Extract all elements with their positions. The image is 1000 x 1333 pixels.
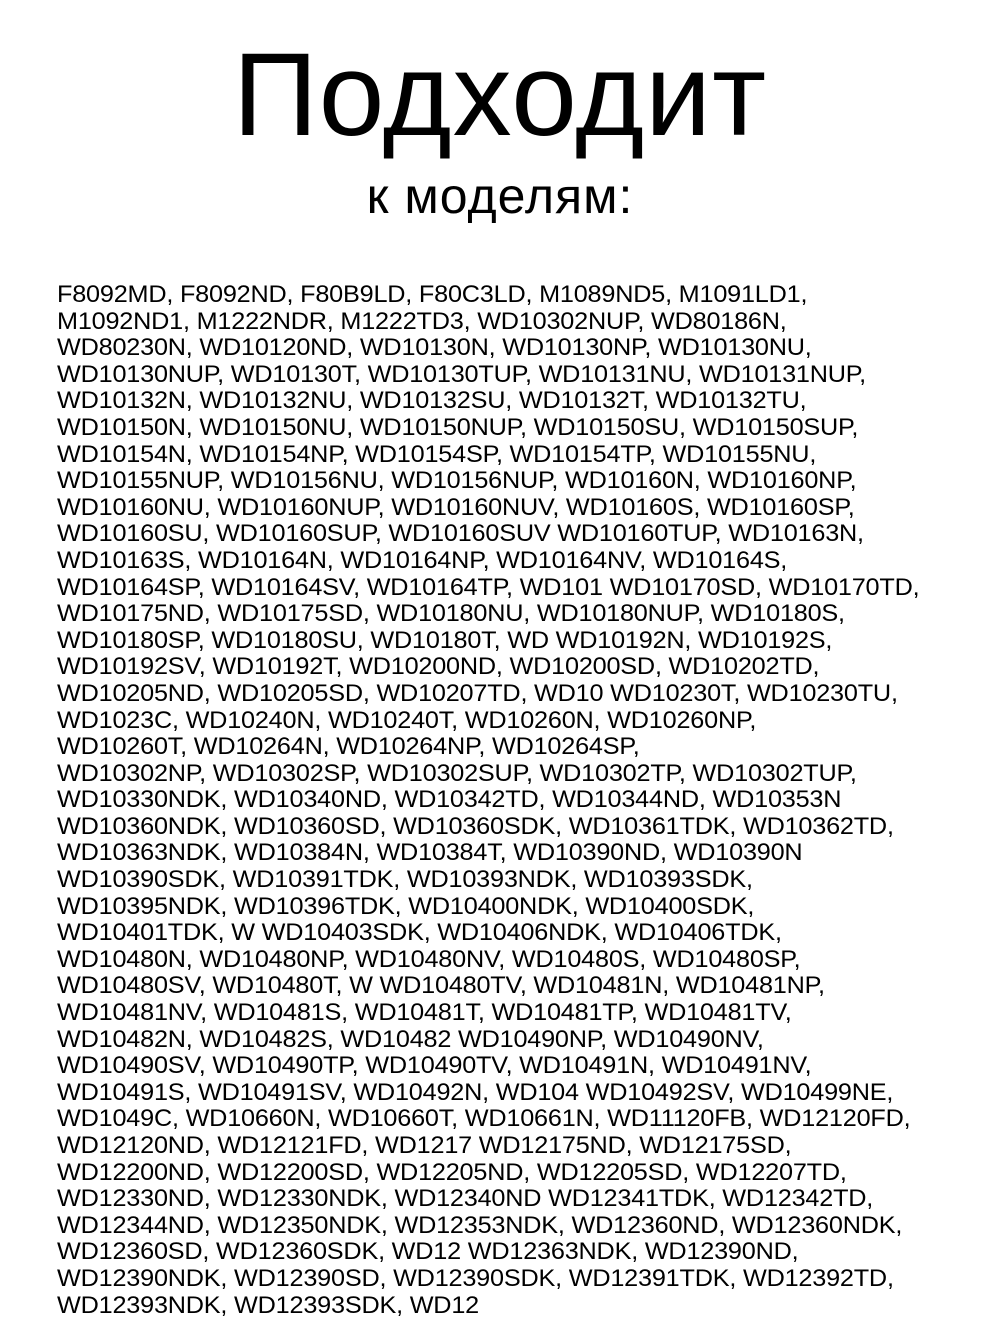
model-list-line: WD10481NV, WD10481S, WD10481T, WD10481TP, WD10481TV,: [57, 999, 792, 1027]
model-list-line: WD10175ND, WD10175SD, WD10180NU, WD10180NUP, WD10180S,: [57, 600, 845, 628]
model-list-line: WD12360SD, WD12360SDK, WD12 WD12363NDK, WD12390ND,: [57, 1238, 799, 1266]
model-list-line: WD80230N, WD10120ND, WD10130N, WD10130NP, WD10130NU,: [57, 334, 812, 362]
model-list-line: WD10330NDK, WD10340ND, WD10342TD, WD10344ND, WD10353N: [57, 786, 842, 814]
model-list-line: WD12200ND, WD12200SD, WD12205ND, WD12205SD, WD12207TD,: [57, 1158, 847, 1186]
model-list-line: WD1049C, WD10660N, WD10660T, WD10661N, WD11120FB, WD12120FD,: [57, 1105, 911, 1133]
model-list-line: F8092MD, F8092ND, F80B9LD, F80C3LD, M1089ND5, M1091LD1,: [57, 281, 808, 308]
model-list-line: WD10390SDK, WD10391TDK, WD10393NDK, WD10393SDK,: [57, 866, 753, 894]
model-list-line: WD10491S, WD10491SV, WD10492N, WD104 WD10492SV, WD10499NE,: [57, 1078, 894, 1106]
model-list-line: WD10155NUP, WD10156NU, WD10156NUP, WD10160N, WD10160NP,: [57, 467, 857, 495]
model-list-line: WD10132N, WD10132NU, WD10132SU, WD10132T, WD10132TU,: [57, 387, 807, 415]
model-list-line: WD10401TDK, W WD10403SDK, WD10406NDK, WD10406TDK,: [57, 919, 782, 947]
model-list: [57, 282, 997, 1319]
model-list-line: WD10160NU, WD10160NUP, WD10160NUV, WD10160S, WD10160SP,: [57, 493, 855, 521]
model-list-line: WD10490SV, WD10490TP, WD10490TV, WD10491N, WD10491NV,: [57, 1052, 812, 1080]
page-title: Подходит: [232, 29, 768, 161]
model-list-line: WD10480SV, WD10480T, W WD10480TV, WD10481N, WD10481NP,: [57, 972, 825, 1000]
model-list-line: WD12344ND, WD12350NDK, WD12353NDK, WD12360ND, WD12360NDK,: [57, 1211, 903, 1239]
model-list-line: WD10480N, WD10480NP, WD10480NV, WD10480S, WD10480SP,: [57, 945, 801, 973]
model-list-line: WD10260T, WD10264N, WD10264NP, WD10264SP,: [57, 733, 640, 761]
model-list-line: WD10205ND, WD10205SD, WD10207TD, WD10 WD10230T, WD10230TU,: [57, 679, 898, 707]
model-list-line: WD10360NDK, WD10360SD, WD10360SDK, WD10361TDK, WD10362TD,: [57, 812, 894, 840]
model-list-line: WD12330ND, WD12330NDK, WD12340ND WD12341TDK, WD12342TD,: [57, 1185, 874, 1213]
model-list-line: WD10130NUP, WD10130T, WD10130TUP, WD10131NU, WD10131NUP,: [57, 360, 866, 388]
model-list-line: WD10150N, WD10150NU, WD10150NUP, WD10150SU, WD10150SUP,: [57, 413, 859, 441]
model-list-line: WD12120ND, WD12121FD, WD1217 WD12175ND, WD12175SD,: [57, 1132, 792, 1159]
model-list-line: WD12393NDK, WD12393SDK, WD12: [57, 1291, 479, 1319]
model-list-line: WD10160SU, WD10160SUP, WD10160SUV WD10160TUP, WD10163N,: [57, 520, 864, 548]
model-list-line: WD10363NDK, WD10384N, WD10384T, WD10390ND, WD10390N: [57, 839, 803, 867]
model-list-line: WD1023C, WD10240N, WD10240T, WD10260N, WD10260NP,: [57, 706, 757, 734]
model-list-line: WD10163S, WD10164N, WD10164NP, WD10164NV, WD10164S,: [57, 546, 788, 574]
model-list-line: M1092ND1, M1222NDR, M1222TD3, WD10302NUP, WD80186N,: [57, 307, 787, 335]
model-list-line: WD12390NDK, WD12390SD, WD12390SDK, WD12391TDK, WD12392TD,: [57, 1264, 894, 1292]
model-list-line: WD10154N, WD10154NP, WD10154SP, WD10154TP, WD10155NU,: [57, 440, 817, 468]
model-list-line: WD10482N, WD10482S, WD10482 WD10490NP, WD10490NV,: [57, 1025, 764, 1053]
model-list-line: WD10395NDK, WD10396TDK, WD10400NDK, WD10400SDK,: [57, 892, 755, 920]
page-subtitle: к моделям:: [366, 168, 634, 224]
model-list-line: WD10180SP, WD10180SU, WD10180T, WD WD10192N, WD10192S,: [57, 626, 833, 654]
model-list-line: WD10164SP, WD10164SV, WD10164TP, WD101 WD10170SD, WD10170TD,: [57, 573, 920, 601]
model-list-line: WD10192SV, WD10192T, WD10200ND, WD10200SD, WD10202TD,: [57, 653, 820, 681]
model-list-line: WD10302NP, WD10302SP, WD10302SUP, WD10302TP, WD10302TUP,: [57, 759, 857, 787]
